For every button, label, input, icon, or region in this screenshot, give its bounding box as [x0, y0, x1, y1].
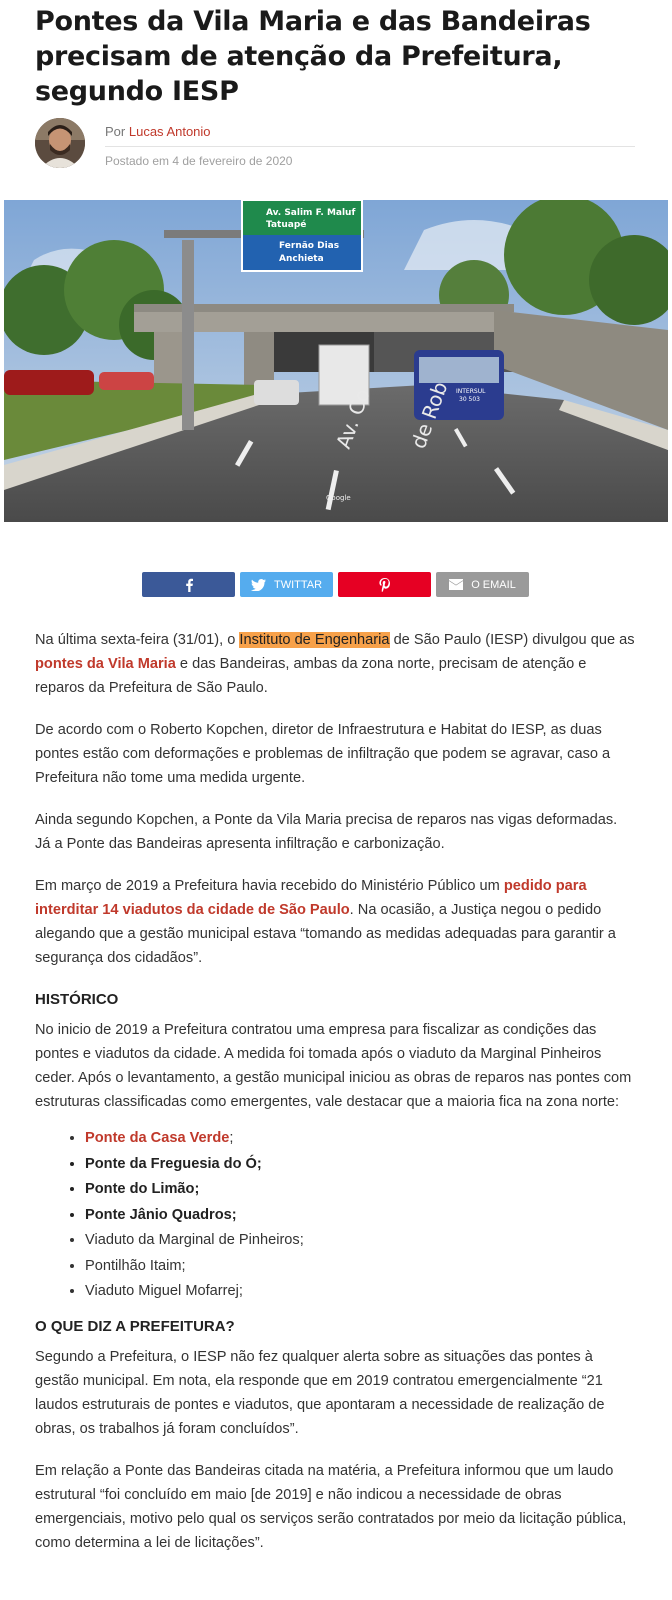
sign-line-3: Fernão Dias — [279, 241, 340, 251]
byline-prefix: Por — [105, 124, 126, 139]
list-item: • Ponte do Limão; — [85, 1177, 635, 1203]
byline — [35, 118, 635, 174]
paragraph-7: Em relação a Ponte das Bandeiras citada na matéria, a Prefeitura informou que um laudo estrutural “foi concluído em maio [de 2019] e não indicou a necessidade de obras emergenciais, motivo pelo qual os serviços serão contratados por meio da licitação pública, como determina a lei de licitações”. — [35, 1462, 627, 1551]
facebook-icon — [184, 578, 194, 592]
paragraph-3: Ainda segundo Kopchen, a Ponte da Vila Maria precisa de reparos nas vigas deformadas. Já a Ponte das Bandeiras apresenta infiltração e carbonização. — [35, 812, 618, 852]
bus-text-1: INTERSUL — [456, 388, 486, 395]
twitter-share-button[interactable] — [240, 572, 333, 597]
twitter-icon — [251, 579, 266, 591]
pinterest-icon — [379, 578, 390, 592]
paragraph-4-text-a: Em março de 2019 a Prefeitura havia recebido do Ministério Público um — [35, 878, 504, 894]
list-item: • Viaduto Miguel Mofarrej; — [85, 1279, 635, 1305]
road-text-2: de Rob — [406, 378, 453, 452]
pinterest-share-button[interactable] — [338, 572, 431, 597]
hero-image — [4, 200, 668, 522]
email-icon — [449, 579, 463, 590]
heading-historico: HISTÓRICO — [35, 991, 119, 1008]
sign-line-2: Tatuapé — [266, 220, 307, 230]
road-text-1: Av. Co — [331, 385, 375, 452]
list-item: • Viaduto da Marginal de Pinheiros; — [85, 1228, 635, 1254]
sign-line-1: Av. Salim F. Maluf — [266, 208, 356, 218]
list-item: • Ponte Jânio Quadros; — [85, 1203, 635, 1229]
paragraph-6: Segundo a Prefeitura, o IESP não fez qualquer alerta sobre as situações das pontes à gestão municipal. Em nota, ela responde que em 2019 contratou emergencialmente “21 laudos estruturais de pontes e viadutos, que apontaram a necessidade de realização de obras, os trabalhos já foram concluídos”. — [35, 1348, 605, 1437]
twitter-share-label: TWITTAR — [273, 578, 323, 591]
paragraph-4 — [35, 874, 635, 970]
list-item — [85, 1126, 635, 1152]
facebook-share-button[interactable] — [142, 572, 235, 597]
email-share-label: O EMAIL — [471, 578, 516, 591]
google-watermark: Google — [326, 494, 351, 502]
list-item: • Pontilhão Itaim; — [85, 1254, 635, 1280]
email-share-button[interactable] — [436, 572, 529, 597]
vila-maria-link[interactable]: pontes da Vila Maria — [35, 656, 176, 672]
bridges-list — [85, 1126, 635, 1305]
paragraph-1-text-c: e das Bandeiras, ambas da zona norte, precisam de atenção e reparos da Prefeitura de São Paulo. — [35, 656, 587, 696]
heading-prefeitura: O QUE DIZ A PREFEITURA? — [35, 1317, 235, 1335]
highlighted-text: Instituto de Engenharia — [239, 632, 390, 648]
casa-verde-link[interactable]: Ponte da Casa Verde — [85, 1130, 230, 1146]
article-title: Pontes da Vila Maria e das Bandeiras precisam de atenção da Prefeitura, segundo IESP — [35, 6, 591, 107]
paragraph-4-text-b: . Na ocasião, a Justiça negou o pedido alegando que a gestão municipal estava “tomando as medidas adequadas para garantir a segurança dos cidadãos”. — [35, 902, 616, 966]
post-date: Postado em 4 de fevereiro de 2020 — [105, 154, 293, 168]
author-avatar[interactable] — [35, 118, 85, 168]
share-bar — [142, 572, 529, 597]
interditar-viadutos-link[interactable]: pedido para interditar 14 viadutos da cidade de São Paulo — [35, 878, 587, 918]
author-link[interactable]: Lucas Antonio — [128, 124, 211, 139]
paragraph-5: No inicio de 2019 a Prefeitura contratou uma empresa para fiscalizar as condições das pontes e viadutos da cidade. A medida foi tomada após o viaduto da Marginal Pinheiros ceder. Após o levantamento, a gestão municipal iniciou as obras de reparos nas pontes com estruturas classificadas como emergentes, vale destacar que a maioria fica na zona norte: — [35, 1022, 632, 1110]
byline-divider — [105, 146, 635, 147]
paragraph-1-text-a: Na última sexta-feira (31/01), o — [35, 632, 240, 648]
bus-text-2: 30 503 — [459, 396, 480, 403]
paragraph-1 — [35, 628, 635, 700]
paragraph-2: De acordo com o Roberto Kopchen, diretor de Infraestrutura e Habitat do IESP, as duas pontes estão com deformações e problemas de infiltração que podem se agravar, caso a Prefeitura não tome uma medida urgente. — [35, 722, 611, 786]
list-item: • Ponte da Freguesia do Ó; — [85, 1152, 635, 1178]
article-body — [35, 628, 635, 1573]
paragraph-1-text-b: de São Paulo (IESP) divulgou que as — [389, 632, 635, 648]
sign-line-4: Anchieta — [279, 254, 324, 264]
author-line — [105, 124, 211, 139]
list-item-suffix: ; — [229, 1130, 234, 1146]
